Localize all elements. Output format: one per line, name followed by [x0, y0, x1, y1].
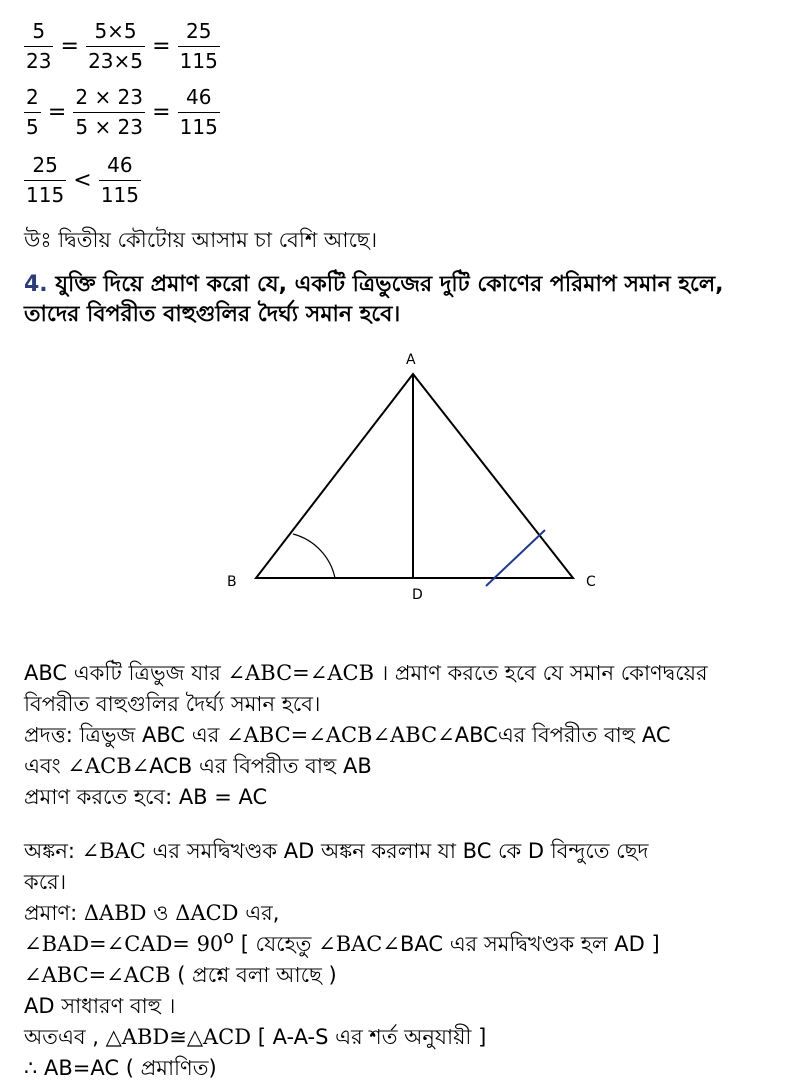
label-c: C — [586, 574, 596, 590]
fraction-line-2 — [24, 86, 220, 139]
equals-sign: = — [47, 100, 67, 125]
equals-sign: = — [60, 34, 79, 59]
equals-sign: = — [152, 100, 171, 125]
text-line-2: বিপরীত বাহুগুলির দৈর্ঘ্য সমান হবে। — [24, 692, 321, 716]
fraction: $\frac{5\times 5}{23\times 5}$ — [88, 19, 144, 73]
text-line-9: ∠BAD=∠CAD= $90^o$ [ যেহেতু ∠BAC∠BAC এর সমদ্বিখণ্ডক হল AD ] — [24, 928, 660, 956]
text-line-1: ABC একটি ত্রিভুজ যার ∠ABC=∠ACB । প্রমাণ করতে হবে যে সমান কোণদ্বয়ের — [24, 661, 708, 685]
fraction: $\frac{2}{5}$ — [26, 85, 39, 139]
triangle-figure — [0, 344, 800, 614]
question-4 — [24, 270, 784, 330]
text-line-7: করে। — [24, 870, 67, 894]
fraction: $\frac{46}{115}$ — [100, 153, 139, 207]
label-b: B — [227, 574, 237, 590]
text-line-8: প্রমাণ: ΔABD ও ΔACD এর, — [24, 901, 280, 925]
text-line-10: ∠ABC=∠ACB ( প্রশ্নে বলা আছে ) — [24, 963, 337, 987]
fraction: $\frac{5}{23}$ — [26, 19, 52, 73]
less-than-sign: < — [73, 168, 92, 193]
answer-line: উঃ দ্বিতীয় কৌটোয় আসাম চা বেশি আছে। — [24, 228, 378, 252]
question-text: যুক্তি দিয়ে প্রমাণ করো যে, একটি ত্রিভুজের দুটি কোণের পরিমাপ সমান হলে, তাদের বিপরীত বাহুগুলির দৈর্ঘ্য সমান হবে। — [24, 272, 724, 327]
fraction-line-1 — [24, 20, 220, 73]
label-a: A — [406, 352, 416, 368]
text-line-6: অঙ্কন: ∠BAC এর সমদ্বিখণ্ডক AD অঙ্কন করলাম যা BC কে D বিন্দুতে ছেদ — [24, 839, 649, 863]
text-line-5: প্রমাণ করতে হবে: AB = AC — [24, 785, 268, 809]
fraction: $\frac{25}{115}$ — [26, 153, 65, 207]
fraction: $\frac{2 \times 23}{5 \times 23}$ — [75, 85, 144, 139]
equals-sign: = — [152, 34, 171, 59]
text-line-11: AD সাধারণ বাহু । — [24, 994, 176, 1018]
label-d: D — [412, 587, 423, 603]
fraction: $\frac{46}{115}$ — [179, 85, 218, 139]
text-line-3: প্রদত্ত: ত্রিভুজ ABC এর ∠ABC=∠ACB∠ABC∠ABCএর বিপরীত বাহু AC — [24, 723, 671, 747]
text-line-4: এবং ∠ACB∠ACB এর বিপরীত বাহু AB — [24, 754, 372, 778]
fraction: $\frac{25}{115}$ — [179, 19, 218, 73]
question-number: 4. — [24, 272, 48, 297]
fraction-line-3 — [24, 154, 141, 207]
text-line-13: ∴ AB=AC ( প্রমাণিত) — [24, 1056, 217, 1080]
text-line-12: অতএব , △ABD≅△ACD [ A-A-S এর শর্ত অনুযায়ী ] — [24, 1025, 487, 1049]
angle-b-arc — [293, 534, 335, 578]
